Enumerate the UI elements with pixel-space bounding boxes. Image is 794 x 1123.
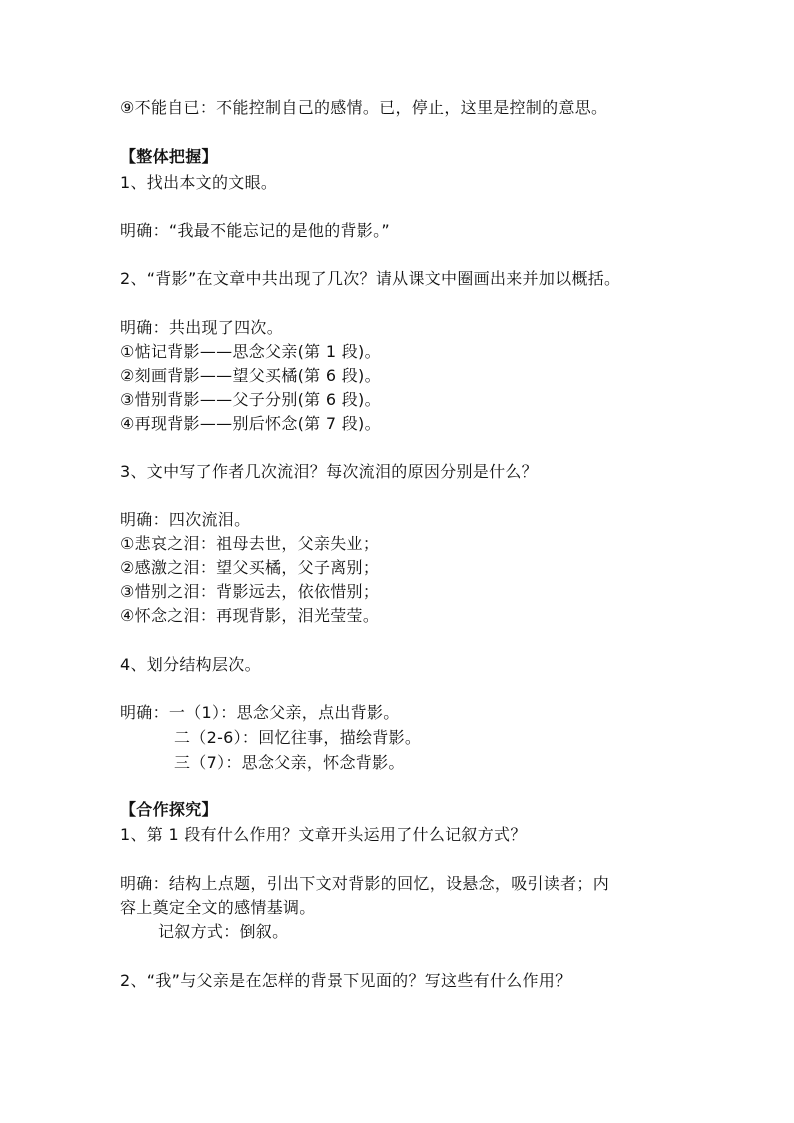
question-3: 3、文中写了作者几次流泪？每次流泪的原因分别是什么？ — [120, 462, 538, 481]
answer-2-item: ①惦记背影——思念父亲(第 1 段)。 — [120, 342, 381, 361]
answer-3-item: ①悲哀之泪：祖母去世，父亲失业； — [120, 534, 380, 553]
answer-5-line: 记叙方式：倒叙。 — [158, 922, 289, 941]
answer-3-intro: 明确：四次流泪。 — [120, 510, 251, 529]
section-heading-inquiry: 【合作探究】 — [120, 800, 218, 819]
question-6: 2、“我”与父亲是在怎样的背景下见面的？写这些有什么作用？ — [120, 971, 572, 990]
question-2: 2、“背影”在文章中共出现了几次？请从课文中圈画出来并加以概括。 — [120, 269, 621, 288]
answer-4-line: 二（2-6）：回忆往事，描绘背影。 — [174, 728, 422, 747]
answer-2-item: ③惜别背影——父子分别(第 6 段)。 — [120, 390, 381, 409]
answer-2-intro: 明确：共出现了四次。 — [120, 318, 284, 337]
answer-5-line: 明确：结构上点题，引出下文对背影的回忆，设悬念，吸引读者；内 — [120, 874, 610, 893]
answer-2-item: ④再现背影——别后怀念(第 7 段)。 — [120, 414, 381, 433]
question-5: 1、第 1 段有什么作用？文章开头运用了什么记叙方式？ — [120, 825, 527, 844]
section-heading-overview: 【整体把握】 — [120, 147, 218, 166]
annotation-9: ⑨不能自已：不能控制自己的感情。已，停止，这里是控制的意思。 — [120, 98, 608, 117]
answer-4-line: 三（7）：思念父亲，怀念背影。 — [174, 753, 405, 772]
answer-4-line: 明确：一（1）：思念父亲，点出背影。 — [120, 703, 400, 722]
answer-1: 明确：“我最不能忘记的是他的背影。” — [120, 221, 390, 240]
answer-3-item: ②感激之泪：望父买橘，父子离别； — [120, 558, 380, 577]
answer-3-item: ③惜别之泪：背影远去，依依惜别； — [120, 582, 380, 601]
answer-3-item: ④怀念之泪：再现背影，泪光莹莹。 — [120, 606, 380, 625]
answer-2-item: ②刻画背影——望父买橘(第 6 段)。 — [120, 366, 381, 385]
question-1: 1、找出本文的文眼。 — [120, 173, 278, 192]
answer-5-line: 容上奠定全文的感情基调。 — [120, 898, 316, 917]
question-4: 4、划分结构层次。 — [120, 655, 261, 674]
